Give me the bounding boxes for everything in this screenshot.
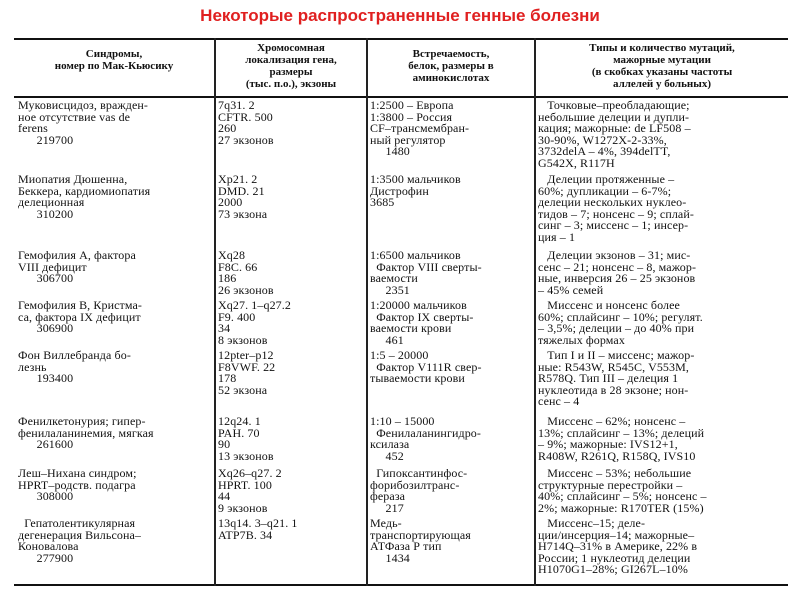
table-row-syndrome: Гемофилия В, Кристма- са, фактора IX дефицит 306900: [18, 298, 143, 336]
table-row-mutations: Миссенс–15; деле- ции/инсерция–14; мажорные– H714Q–31% в Америке, 22% в России; 1 нуклеотид делеции H1070G1–28%; GI267L–10%: [538, 516, 698, 577]
column-divider: [534, 38, 536, 586]
table-bottom-rule: [14, 584, 788, 586]
table-row-syndrome: Фенилкетонурия; гипер- фенилаланинемия, мягкая 261600: [18, 414, 154, 452]
table-row-locus: 12q24. 1 PAH. 70 90 13 экзонов: [218, 414, 274, 463]
table-row-frequency: 1:5 – 20000 Фактор V111R свер- тываемости крови: [370, 348, 482, 386]
header-mutations: Типы и количество мутаций, мажорные мутации (в скобках указаны частоты аллелей у больных): [589, 42, 735, 90]
page-title: Некоторые распространенные генные болезни: [200, 6, 600, 25]
table-row-mutations: Миссенс – 53%; небольшие структурные перестройки – 40%; сплайсинг – 5%; нонсенс – 2%; мажорные: R170TER (15%): [538, 466, 707, 515]
table-row-frequency: Гипоксантинфос- форибозилтранс- фераза 217: [370, 466, 468, 515]
table-row-syndrome: Миопатия Дюшенна, Беккера, кардиомиопатия делеционная 310200: [18, 172, 151, 221]
table-row-mutations: Точковые–преобладающие; небольшие делеции и дупли- кация; мажорные: de LF508 – 30-90%, W1272X-2-33%, 3732delA – 4%, 394delTT, G542X, R117H: [538, 98, 691, 170]
table-row-frequency: 1:6500 мальчиков Фактор VIII сверты- ваемости 2351: [370, 248, 482, 297]
column-divider: [214, 38, 216, 586]
table-row-locus: Xq26–q27. 2 HPRT. 100 44 9 экзонов: [218, 466, 282, 515]
table-row-locus: Xq27. 1–q27.2 F9. 400 34 8 экзонов: [218, 298, 291, 347]
table-row-syndrome: Муковисцидоз, вражден- ное отсутствие vas de ferens 219700: [18, 98, 149, 147]
table-row-syndrome: Гепатолентикулярная дегенерация Вильсона– Коновалова 277900: [18, 516, 142, 565]
table-row-frequency: Медь- транспортирующая АТФаза Р тип 1434: [370, 516, 471, 565]
table-row-locus: Xp21. 2 DMD. 21 2000 73 экзона: [218, 172, 268, 221]
table-row-syndrome: Фон Виллебранда бо- лезнь 193400: [18, 348, 131, 386]
table-row-locus: 13q14. 3–q21. 1 ATP7B. 34: [218, 516, 298, 542]
table-row-frequency: 1:10 – 15000 Фенилаланингидро- ксилаза 452: [370, 414, 481, 463]
table-row-locus: Xq28 F8C. 66 186 26 экзонов: [218, 248, 274, 297]
header-frequency: Встречаемость, белок, размеры в аминокислотах: [408, 48, 494, 84]
table-row-syndrome: Леш–Нихана синдром; HPRT–родств. подагра 308000: [18, 466, 137, 504]
header-locus: Хромосомная локализация гена, размеры (тыс. п.о.), экзоны: [245, 42, 337, 90]
table-row-syndrome: Гемофилия А, фактора VIII дефицит 306700: [18, 248, 136, 286]
table-row-mutations: Делеции протяженные – 60%; дупликации – 6-7%; делеции нескольких нуклео- тидов – 7; нонсенс – 9; сплай- синг – 3; миссенс – 1; инсер- ция – 1: [538, 172, 694, 244]
table-row-mutations: Миссенс и нонсенс более 60%; сплайсинг – 10%; регулят. – 3,5%; делеции – до 40% при тяжелых формах: [538, 298, 703, 347]
table-row-locus: 7q31. 2 CFTR. 500 260 27 экзонов: [218, 98, 274, 147]
table-row-frequency: 1:20000 мальчиков Фактор IX сверты- ваемости крови 461: [370, 298, 474, 347]
genetic-diseases-table: [14, 38, 788, 588]
header-syndrome: Синдромы, номер по Мак-Кьюсику: [54, 48, 174, 72]
table-row-mutations: Делеции экзонов – 31; мис- сенс – 21; нонсенс – 8, мажор- ные, инверсия 26 – 25 экзонов – 45% семей: [538, 248, 697, 297]
table-row-frequency: 1:2500 – Европа 1:3800 – Россия CF–трансмембран- ный регулятор 1480: [370, 98, 470, 159]
table-row-locus: 12pter–p12 F8VWF. 22 178 52 экзона: [218, 348, 276, 397]
table-row-frequency: 1:3500 мальчиков Дистрофин 3685: [370, 172, 461, 210]
table-top-rule: [14, 38, 788, 40]
table-row-mutations: Миссенс – 62%; нонсенс – 13%; сплайсинг – 13%; делеций – 9%; мажорные: IVS12+1, R408W, R261Q, R158Q, IVS10: [538, 414, 705, 463]
table-row-mutations: Тип I и II – миссенс; мажор- ные: R543W, R545C, V553M, R578Q. Тип III – делеция 1 нуклеотида в 28 экзоне; нон- сенс – 4: [538, 348, 695, 409]
column-divider: [366, 38, 368, 586]
